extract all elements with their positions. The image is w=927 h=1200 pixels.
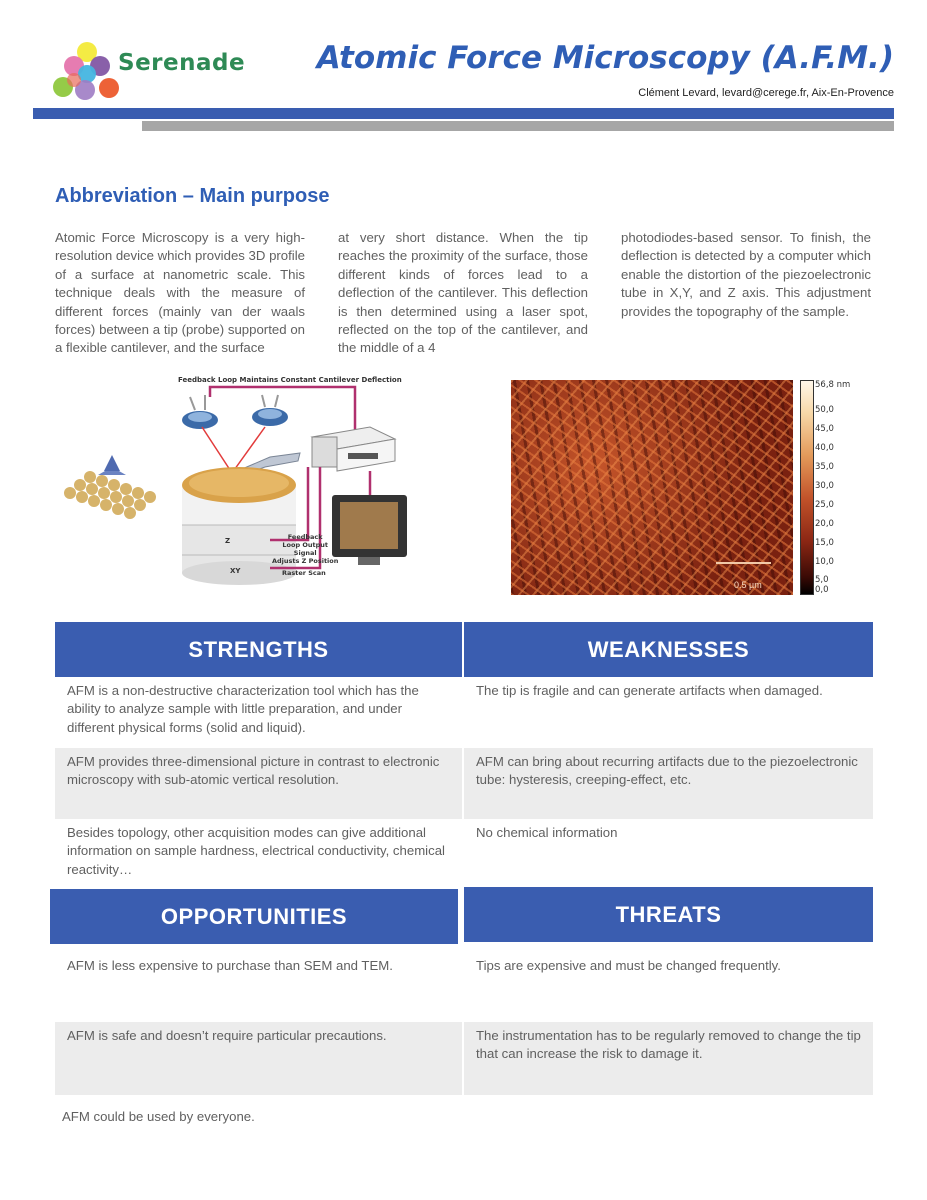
colorbar xyxy=(800,380,814,595)
opportunity-item: AFM could be used by everyone. xyxy=(62,1109,255,1124)
colorbar-label: 50,0 xyxy=(815,405,834,415)
scale-bar-label: 0.5 µm xyxy=(734,580,762,590)
strengths-header: STRENGTHS xyxy=(55,622,462,677)
weakness-item: AFM can bring about recurring artifacts due to the piezoelectronic tube: hysteresis, creeping-effect, etc. xyxy=(464,748,873,819)
strength-item: Besides topology, other acquisition modes can give additional information on sample hardness, electrical conductivity, chemical reactivity… xyxy=(67,825,445,877)
logo-text: Serenade xyxy=(118,50,246,76)
header-divider-gray xyxy=(142,121,894,131)
colorbar-label: 45,0 xyxy=(815,424,834,434)
diagram-top-label: Feedback Loop Maintains Constant Cantilever Deflection xyxy=(178,376,402,384)
diagram-xy-label: XY xyxy=(230,567,241,575)
opportunity-item: AFM is safe and doesn’t require particular precautions. xyxy=(55,1022,462,1095)
monitor-icon xyxy=(332,495,407,565)
strength-item: AFM provides three-dimensional picture in contrast to electronic microscopy with sub-atomic vertical resolution. xyxy=(55,748,462,819)
colorbar-label: 56,8 nm xyxy=(815,380,851,390)
strength-item: AFM is a non-destructive characterization tool which has the ability to analyze sample with little preparation, and under different physical forms (solid and liquid). xyxy=(67,683,419,735)
page-title: Atomic Force Microscopy (A.F.M.) xyxy=(316,40,894,76)
author-line: Clément Levard, levard@cerege.fr, Aix-En-Provence xyxy=(638,87,894,99)
colorbar-label: 40,0 xyxy=(815,443,834,453)
weakness-item: The tip is fragile and can generate artifacts when damaged. xyxy=(476,683,823,698)
diagram-raster-label: Raster Scan xyxy=(282,569,326,577)
colorbar-label: 20,0 xyxy=(815,519,834,529)
threat-item: Tips are expensive and must be changed frequently. xyxy=(476,958,781,973)
serenade-logo-icon xyxy=(52,40,122,102)
threats-header: THREATS xyxy=(464,887,873,942)
controller-icon xyxy=(312,427,395,471)
header-divider-blue xyxy=(33,108,894,119)
text-column-2: at very short distance. When the tip reaches the proximity of the surface, those different kinds of forces lead to a deflection of the cantilever. This deflection is then determined using a laser spot, reflected on the top of the cantilever, and the middle of a 4 xyxy=(338,230,588,356)
opportunities-header: OPPORTUNITIES xyxy=(50,889,458,944)
scale-bar xyxy=(716,562,771,564)
diagram-z-label: Z xyxy=(225,537,231,545)
colorbar-label: 35,0 xyxy=(815,462,834,472)
colorbar-label: 0,0 xyxy=(815,585,829,595)
colorbar-label: 30,0 xyxy=(815,481,834,491)
text-column-3: photodiodes-based sensor. To finish, the deflection is detected by a computer which enable the distortion of the piezoelectronic tube in X,Y, and Z axis. This adjustment provides the topography of the sample. xyxy=(621,230,871,319)
colorbar-labels xyxy=(815,380,875,595)
section-title: Abbreviation – Main purpose xyxy=(55,185,330,207)
colorbar-label: 5,0 xyxy=(815,575,829,585)
diagram-feedback-label: Feedback Loop Output Signal Adjusts Z Position xyxy=(272,533,339,565)
weaknesses-header: WEAKNESSES xyxy=(464,622,873,677)
afm-topography-image xyxy=(511,380,793,595)
text-column-1: Atomic Force Microscopy is a very high-resolution device which provides 3D profile of a surface at nanometric scale. This technique deals with the measure of different forces (mainly van der waals forces) between a tip (probe) supported on a flexible cantilever, and the surface xyxy=(55,230,305,356)
afm-diagram xyxy=(60,375,420,590)
laser-source-icon xyxy=(182,395,218,429)
opportunity-item: AFM is less expensive to purchase than SEM and TEM. xyxy=(67,958,393,973)
colorbar-label: 15,0 xyxy=(815,538,834,548)
afm-diagram-drawing xyxy=(60,375,420,590)
threat-item: The instrumentation has to be regularly removed to change the tip that can increase the risk to damage it. xyxy=(464,1022,873,1095)
colorbar-label: 25,0 xyxy=(815,500,834,510)
photodetector-icon xyxy=(252,395,288,426)
atom-lattice-icon xyxy=(64,455,156,519)
weakness-item: No chemical information xyxy=(476,825,618,840)
colorbar-label: 10,0 xyxy=(815,557,834,567)
